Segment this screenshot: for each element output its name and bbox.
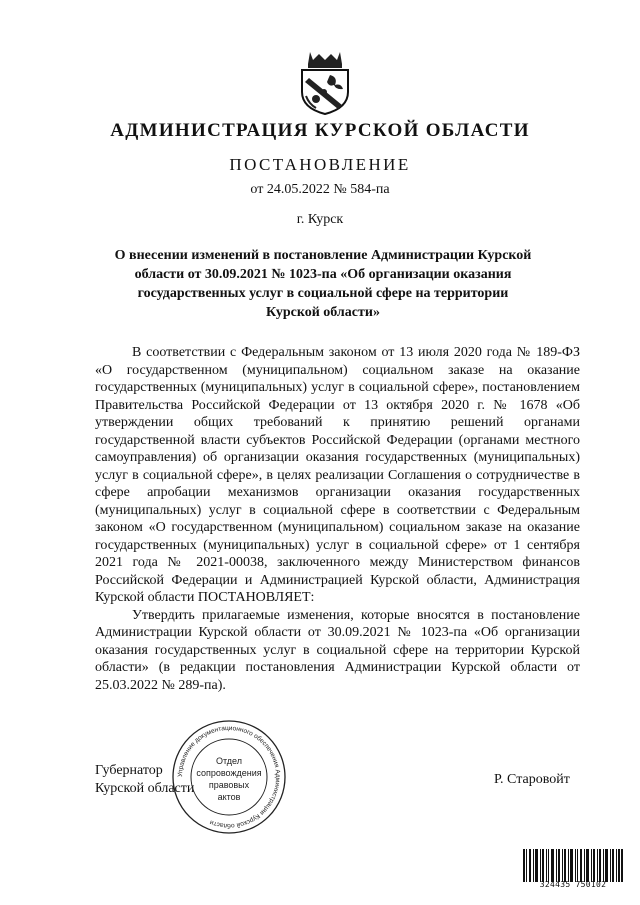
stamp-line: актов bbox=[217, 792, 241, 802]
barcode-number: 324435 750102 bbox=[539, 880, 607, 889]
signatory-region: Курской области bbox=[95, 781, 195, 796]
stamp-line: сопровождения bbox=[196, 768, 262, 778]
body-paragraph: В соответствии с Федеральным законом от 13 июля 2020 года № 189-ФЗ «О государственном (муниципальном) социальном заказе на оказание государственных (муниципальных) услуг в социальной сфере», постановлением Правительства Российской Федерации от 13 октября 2020 г. № 1678 «Об утверждении общих требований к принятию решений органами государственной власти субъектов Российской Федерации (органами местного самоуправления) об организации оказания государственных (муниципальных) услуг в социальной сфере», в целях реализации Соглашения о сотрудничестве в сфере апробации механизмов организации оказания государственных (муниципальных) услуг в социальной сфере в соответствии с Федеральным законом «О государственном (муниципальном) социальном заказе на оказание государственных (муниципальных) услуг в социальной сфере» от 1 сентября 2021 года № 2021-00038, заключенного между Министерством финансов Российской Федерации и Администрацией Курской области, Администрация Курской области ПОСТАНОВЛЯЕТ: bbox=[95, 345, 580, 605]
organization-heading: АДМИНИСТРАЦИЯ КУРСКОЙ ОБЛАСТИ bbox=[110, 120, 530, 141]
document-city: г. Курск bbox=[296, 212, 344, 227]
document-title: О внесении изменений в постановление Администрации Курской области от 30.09.2021 № 1023-па «Об организации оказания государственных услуг в социальной сфере на территории Курской области» bbox=[114, 248, 532, 320]
stamp-ring-text: Управление документационного обеспечения Администрации Курской области bbox=[176, 724, 282, 830]
official-stamp bbox=[170, 718, 288, 836]
body-paragraph: Утвердить прилагаемые изменения, которые вносятся в постановление Администрации Курской области от 30.09.2021 № 1023-па «Об организации оказания государственных услуг в социальной сфере на территории Курской области» (в редакции постановления Администрации Курской области от 25.03.2022 № 289-па). bbox=[95, 607, 580, 693]
stamp-line: Отдел bbox=[215, 756, 243, 766]
signatory-position: Губернатор bbox=[95, 763, 163, 778]
document-type: ПОСТАНОВЛЕНИЕ bbox=[229, 155, 411, 174]
stamp-line: правовых bbox=[208, 780, 250, 790]
barcode bbox=[523, 849, 623, 882]
document-date-number: от 24.05.2022 № 584-па bbox=[250, 182, 390, 197]
document-body bbox=[95, 344, 580, 694]
coat-of-arms-icon bbox=[296, 48, 354, 116]
signatory-name: Р. Старовойт bbox=[494, 772, 570, 787]
